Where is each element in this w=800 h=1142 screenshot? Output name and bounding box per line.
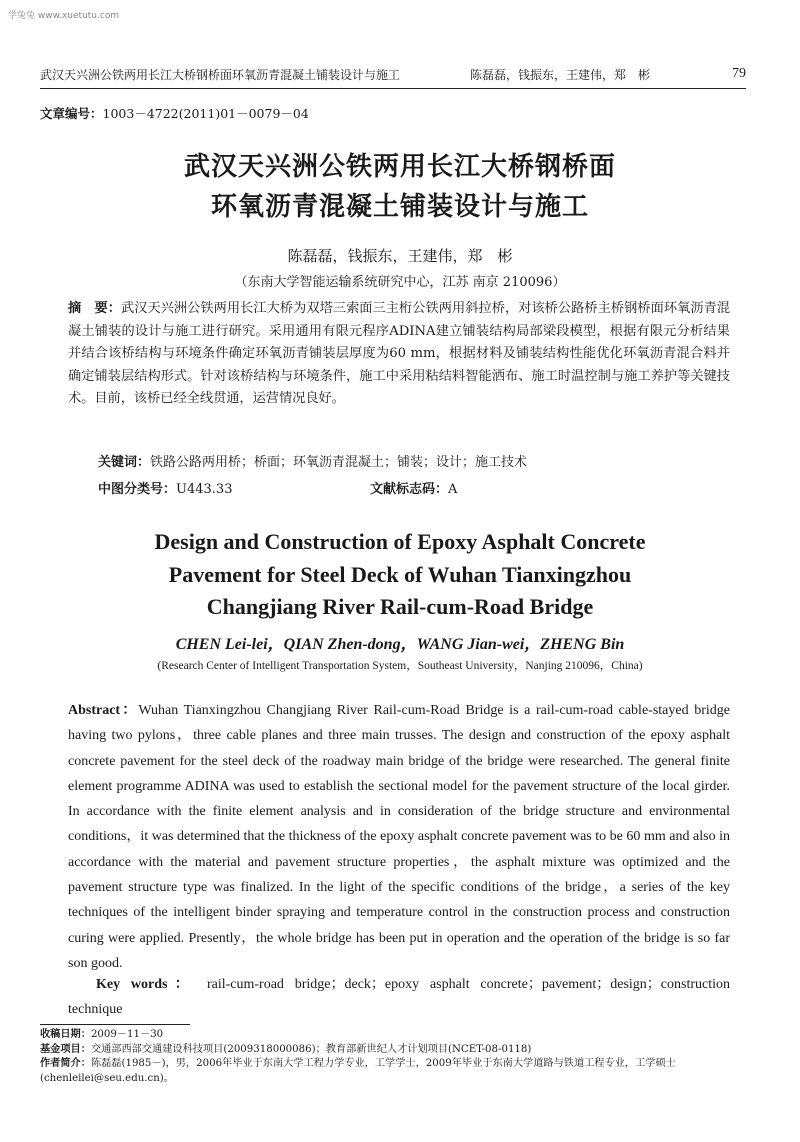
- footnote-author: [40, 1057, 750, 1086]
- en-keywords-label: Key words：: [96, 977, 197, 992]
- cn-keywords-label: 关键词：: [98, 455, 151, 470]
- en-abstract-label: Abstract：: [68, 703, 139, 718]
- footnote-fund-value: 交通部西部交通建设科技项目(2009318000086)；教育部新世纪人才计划项目(NCET-08-0118): [90, 1043, 532, 1055]
- en-affiliation: (Research Center of Intelligent Transportation System，Southeast University，Nanjing 210096，China): [157, 660, 643, 672]
- article-number: [40, 104, 309, 122]
- en-title-line-3: Changjiang River Rail-cum-Road Bridge: [206, 594, 594, 619]
- cn-keywords: [98, 451, 527, 470]
- running-head-authors: 陈磊磊，钱振东，王建伟，郑 彬: [470, 68, 651, 82]
- cn-classification: [98, 478, 232, 497]
- cn-keywords-value: 铁路公路两用桥；桥面；环氧沥青混凝土；铺装；设计；施工技术: [150, 455, 528, 470]
- article-number-value: 1003－4722(2011)01－0079－04: [102, 106, 309, 121]
- cn-authors: 陈磊磊，钱振东，王建伟，郑 彬: [287, 247, 513, 265]
- cn-title-line-1: 武汉天兴洲公铁两用长江大桥钢桥面: [183, 152, 616, 182]
- cn-classification-value: U443.33: [176, 482, 233, 497]
- cn-title-line-2: 环氧沥青混凝土铺装设计与施工: [210, 192, 589, 222]
- footnote-author-value: 陈磊磊(1985－)，男，2006年毕业于东南大学工程力学专业，工学学士，2009年毕业于东南大学道路与铁道工程专业，工学硕士(chenleilei@seu.edu.cn)。: [40, 1058, 676, 1084]
- footnote-fund-label: 基金项目：: [40, 1043, 91, 1055]
- footnote-received-label: 收稿日期：: [40, 1029, 91, 1040]
- footnote-fund: [40, 1043, 750, 1058]
- cn-abstract: [68, 298, 730, 411]
- article-number-label: 文章编号：: [40, 106, 103, 121]
- footnotes: [40, 1028, 750, 1086]
- footnote-author-label: 作者简介：: [40, 1058, 91, 1069]
- cn-classification-label: 中图分类号：: [98, 482, 177, 497]
- watermark: 学兔兔 www.xuetutu.com: [8, 11, 120, 21]
- running-head-title: 武汉天兴洲公铁两用长江大桥钢桥面环氧沥青混凝土铺装设计与施工: [40, 68, 401, 82]
- en-keywords: [68, 972, 730, 1023]
- header-rule: [40, 88, 746, 89]
- en-title-line-2: Pavement for Steel Deck of Wuhan Tianxingzhou: [168, 561, 632, 587]
- page-number: 79: [732, 66, 746, 81]
- en-title-line-1: Design and Construction of Epoxy Asphalt Concrete: [154, 529, 646, 554]
- cn-affiliation: （东南大学智能运输系统研究中心，江苏 南京 210096）: [234, 275, 566, 290]
- cn-document-code-value: A: [448, 482, 458, 497]
- cn-abstract-label: 摘 要：: [68, 301, 121, 316]
- footnote-rule: [40, 1024, 190, 1025]
- footnote-received-value: 2009－11－30: [90, 1029, 164, 1040]
- en-title: [0, 526, 800, 624]
- en-abstract-text: Wuhan Tianxingzhou Changjiang River Rail-cum-Road Bridge is a rail-cum-road cable-stayed bridge having two pylons，three cable planes and three main trusses. The design and construction of the epoxy asphalt concrete pavement for the steel deck of the roadway main bridge of the bridge were researched. The general finite element programme ADINA was used to establish the sectional model for the pavement structure of the local girder. In accordance with the finite element analysis and in consideration of the bridge structure and environmental conditions，it was determined that the thickness of the epoxy asphalt concrete pavement was to be 60 mm and also in accordance with the material and pavement structure properties，the asphalt mixture was optimized and the pavement structure type was finalized. In the light of the specific conditions of the bridge，a series of the key techniques of the intelligent binder spraying and temperature control in the construction process and construction curing were applied. Presently，the whole bridge has been put in operation and the operation of the bridge is so far son good.: [68, 703, 730, 971]
- cn-document-code: [370, 478, 457, 497]
- en-authors: CHEN Lei-lei，QIAN Zhen-dong，WANG Jian-wei，ZHENG Bin: [175, 636, 625, 653]
- cn-document-code-label: 文献标志码：: [370, 482, 449, 497]
- footnote-received: [40, 1028, 750, 1043]
- cn-abstract-text: 武汉天兴洲公铁两用长江大桥为双塔三索面三主桁公铁两用斜拉桥，对该桥公路桥主桥钢桥面环氧沥青混凝土铺装的设计与施工进行研究。采用通用有限元程序ADINA建立铺装结构局部梁段模型，根据有限元分析结果并结合该桥结构与环境条件确定环氧沥青铺装层厚度为60 mm，根据材料及铺装结构性能优化环氧沥青混合料并确定铺装层结构形式。针对该桥结构与环境条件，施工中采用粘结料智能洒布、施工时温控制与施工养护等关键技术。目前，该桥已经全线贯通，运营情况良好。: [68, 301, 731, 406]
- en-keywords-value: rail-cum-road bridge；deck；epoxy asphalt concrete；pavement；design；construction technique: [68, 977, 731, 1018]
- en-abstract: [68, 698, 730, 976]
